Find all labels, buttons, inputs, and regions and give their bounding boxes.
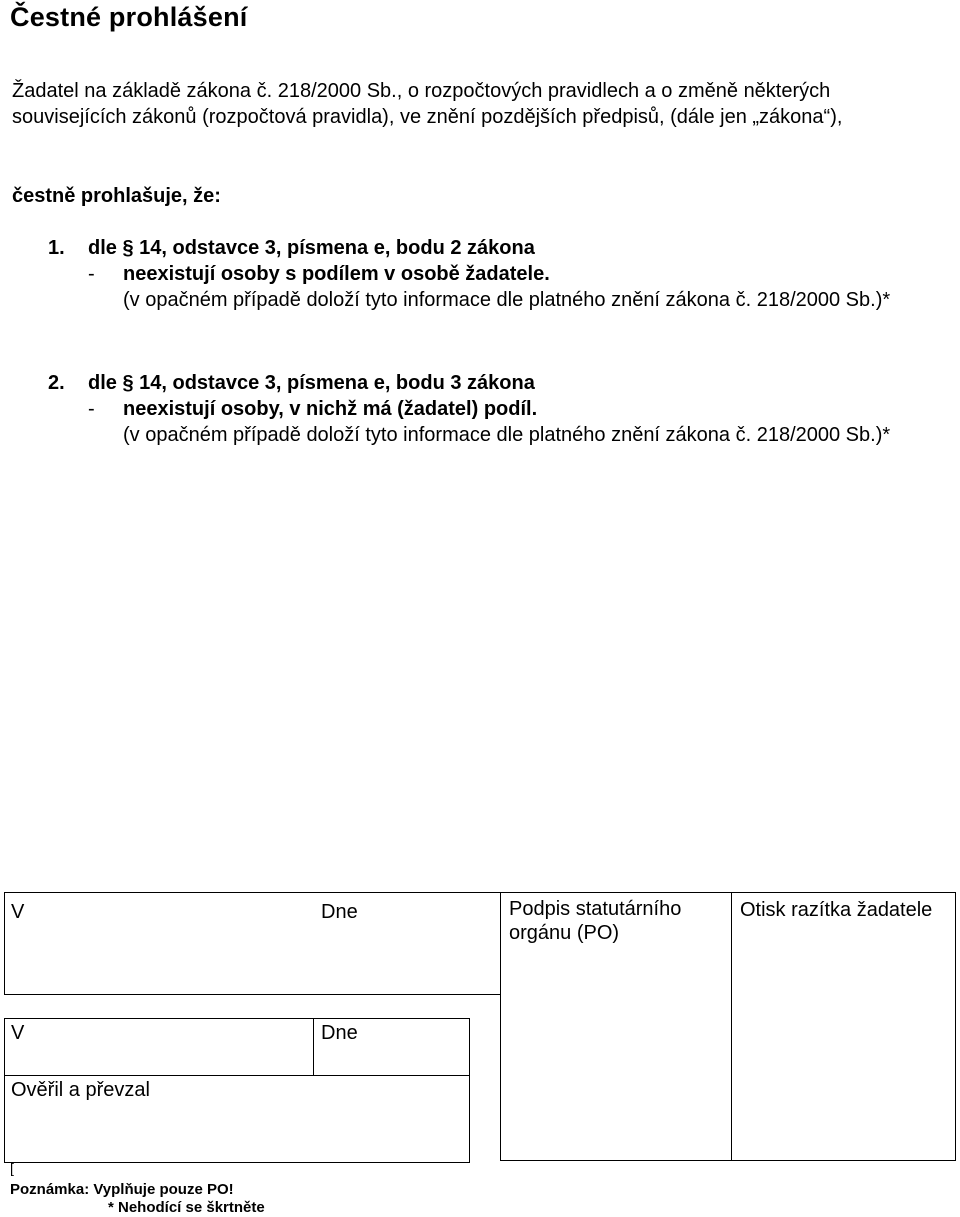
intro-paragraph: Žadatel na základě zákona č. 218/2000 Sb., o rozpočtových pravidlech a o změně některých souvisejících zákonů (rozpočtová pravidla), ve znění pozdějších předpisů, (dále jen „zákona“),	[12, 80, 843, 128]
signature-label: Podpis statutárního orgánu (PO)	[509, 898, 682, 944]
place-label: V	[11, 901, 25, 923]
item-dash: -	[88, 263, 95, 285]
item-note: (v opačném případě doloží tyto informace dle platného znění zákona č. 218/2000 Sb.)*	[123, 424, 891, 446]
signature-area	[4, 892, 956, 1214]
item-dash: -	[88, 398, 95, 420]
item-heading: dle § 14, odstavce 3, písmena e, bodu 3 zákona	[88, 372, 535, 394]
place-date-cell[interactable]	[4, 892, 501, 995]
footnote-note: Poznámka: Vyplňuje pouze PO!	[10, 1181, 234, 1198]
footnote-strike: * Nehodící se škrtněte	[108, 1199, 265, 1216]
verification-divider	[313, 1018, 314, 1076]
page-title: Čestné prohlášení	[10, 2, 248, 32]
item-heading: dle § 14, odstavce 3, písmena e, bodu 2 zákona	[88, 237, 535, 259]
verification-place-label: V	[11, 1022, 25, 1044]
verification-divider	[4, 1075, 470, 1076]
stamp-label: Otisk razítka žadatele	[740, 899, 933, 921]
verified-label: Ověřil a převzal	[11, 1079, 150, 1101]
item-note: (v opačném případě doloží tyto informace dle platného znění zákona č. 218/2000 Sb.)*	[123, 289, 891, 311]
stamp-cell[interactable]	[731, 892, 956, 1161]
footnote-bracket: [	[10, 1160, 14, 1176]
item-number: 1.	[48, 237, 65, 259]
item-number: 2.	[48, 372, 65, 394]
item-condition: neexistují osoby s podílem v osobě žadatele.	[123, 263, 550, 285]
date-label: Dne	[321, 901, 358, 923]
declaration-heading: čestně prohlašuje, že:	[12, 185, 221, 207]
verification-date-label: Dne	[321, 1022, 358, 1044]
item-condition: neexistují osoby, v nichž má (žadatel) podíl.	[123, 398, 538, 420]
